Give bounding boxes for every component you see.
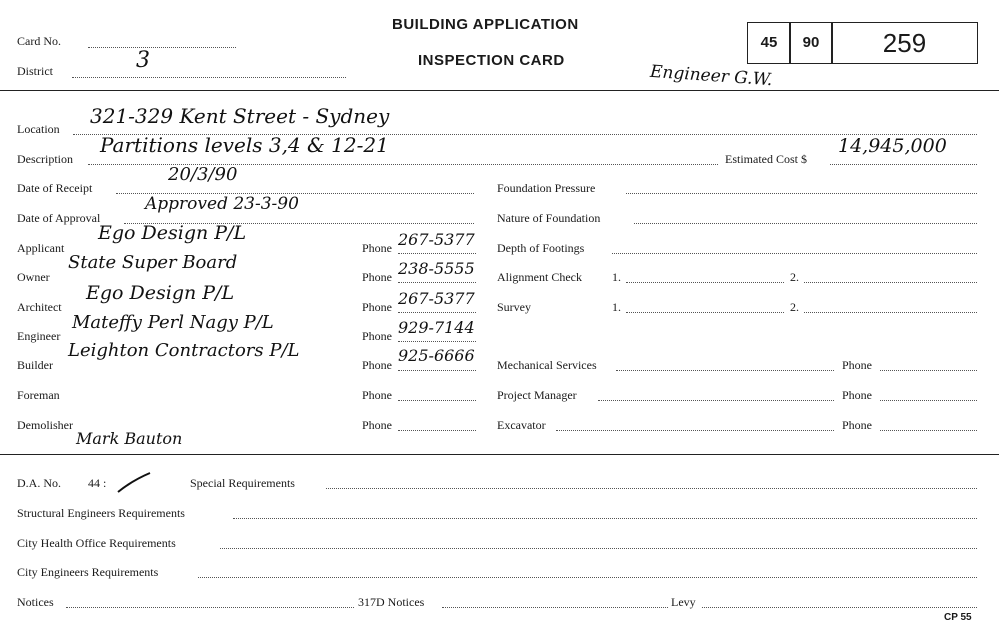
- owner-label: Owner: [17, 270, 50, 284]
- title-line2: INSPECTION CARD: [418, 52, 565, 69]
- notices-317d-label: 317D Notices: [358, 595, 425, 609]
- alignment-1-line: [626, 282, 784, 283]
- demolisher-phone-label: Phone: [362, 418, 392, 432]
- engineer-value: Mateffy Perl Nagy P/L: [72, 312, 274, 333]
- card-no-line: [88, 47, 236, 48]
- foreman-phone-label: Phone: [362, 388, 392, 402]
- demolisher-phone-line: [398, 430, 476, 431]
- district-label: District: [17, 64, 53, 78]
- survey-2-line: [804, 312, 977, 313]
- card-box-2: [789, 22, 833, 64]
- project-manager-line: [598, 400, 834, 401]
- card-box-3-text: 259: [882, 28, 927, 58]
- applicant-phone-line: [398, 253, 476, 254]
- applicant-value: Ego Design P/L: [98, 222, 247, 244]
- foreman-label: Foreman: [17, 388, 60, 402]
- applicant-phone-label: Phone: [362, 241, 392, 255]
- foundation-pressure-label: Foundation Pressure: [497, 181, 596, 195]
- structural-req-line: [233, 518, 977, 519]
- mechanical-phone-line: [880, 370, 977, 371]
- depth-footings-label: Depth of Footings: [497, 241, 585, 255]
- district-value: 3: [136, 48, 150, 73]
- engineer-phone-label: Phone: [362, 329, 392, 343]
- architect-phone-label: Phone: [362, 300, 392, 314]
- owner-phone-value: 238-5555: [398, 259, 475, 278]
- city-eng-req-line: [198, 577, 977, 578]
- da-slash-mark: [114, 470, 154, 496]
- builder-value: Leighton Contractors P/L: [68, 340, 300, 361]
- city-eng-req-label: City Engineers Requirements: [17, 565, 159, 579]
- nature-foundation-line: [634, 223, 977, 224]
- architect-phone-value: 267-5377: [398, 289, 475, 308]
- description-label: Description: [17, 152, 73, 166]
- mid-divider: [0, 454, 999, 455]
- depth-footings-line: [612, 253, 977, 254]
- health-req-label: City Health Office Requirements: [17, 536, 176, 550]
- excavator-phone-label: Phone: [842, 418, 872, 432]
- structural-req-label: Structural Engineers Requirements: [17, 506, 185, 520]
- special-req-label: Special Requirements: [190, 476, 295, 490]
- survey-1-line: [626, 312, 784, 313]
- owner-phone-line: [398, 282, 476, 283]
- applicant-label: Applicant: [17, 241, 65, 255]
- demolisher-value: Mark Bauton: [76, 429, 183, 448]
- survey-2-label: 2.: [790, 300, 799, 314]
- engineer-label: Engineer: [17, 329, 61, 343]
- builder-phone-label: Phone: [362, 358, 392, 372]
- alignment-2-line: [804, 282, 977, 283]
- notices-317d-line: [442, 607, 668, 608]
- project-manager-label: Project Manager: [497, 388, 577, 402]
- survey-label: Survey: [497, 300, 531, 314]
- nature-foundation-label: Nature of Foundation: [497, 211, 601, 225]
- foundation-pressure-line: [626, 193, 977, 194]
- excavator-line: [556, 430, 834, 431]
- health-req-line: [220, 548, 977, 549]
- engineer-phone-value: 929-7144: [398, 318, 475, 337]
- architect-value: Ego Design P/L: [86, 282, 235, 304]
- mechanical-services-line: [616, 370, 834, 371]
- card-box-1-text: 45: [760, 34, 778, 51]
- applicant-phone-value: 267-5377: [398, 230, 475, 249]
- owner-value: State Super Board: [68, 252, 238, 273]
- card-box-3: [831, 22, 978, 64]
- date-approval-value: Approved 23-3-90: [145, 194, 299, 214]
- architect-label: Architect: [17, 300, 62, 314]
- header-divider: [0, 90, 999, 91]
- alignment-2-label: 2.: [790, 270, 799, 284]
- foreman-phone-line: [398, 400, 476, 401]
- notices-line: [66, 607, 354, 608]
- description-value: Partitions levels 3,4 & 12-21: [100, 133, 389, 157]
- levy-label: Levy: [671, 595, 696, 609]
- notices-label: Notices: [17, 595, 54, 609]
- estimated-cost-value: 14,945,000: [838, 135, 947, 157]
- engineer-phone-line: [398, 341, 476, 342]
- survey-1-label: 1.: [612, 300, 621, 314]
- owner-phone-label: Phone: [362, 270, 392, 284]
- excavator-phone-line: [880, 430, 977, 431]
- title-line1: BUILDING APPLICATION: [392, 16, 579, 33]
- levy-line: [702, 607, 977, 608]
- da-no-value: 44 :: [88, 476, 107, 490]
- engineer-note: Engineer G.W.: [649, 61, 774, 91]
- form-code: CP 55: [944, 612, 972, 623]
- builder-label: Builder: [17, 358, 53, 372]
- builder-phone-line: [398, 370, 476, 371]
- da-no-label: D.A. No.: [17, 476, 61, 490]
- estimated-cost-label: Estimated Cost $: [725, 152, 807, 166]
- location-label: Location: [17, 122, 60, 136]
- project-manager-phone-label: Phone: [842, 388, 872, 402]
- location-value: 321-329 Kent Street - Sydney: [90, 104, 390, 128]
- date-approval-label: Date of Approval: [17, 211, 101, 225]
- date-receipt-label: Date of Receipt: [17, 181, 93, 195]
- district-line: [72, 77, 346, 78]
- card-box-2-text: 90: [802, 34, 820, 51]
- demolisher-label: Demolisher: [17, 418, 73, 432]
- card-no-label: Card No.: [17, 34, 61, 48]
- mechanical-phone-label: Phone: [842, 358, 872, 372]
- date-receipt-value: 20/3/90: [168, 164, 238, 185]
- estimated-cost-line: [830, 164, 977, 165]
- special-req-line: [326, 488, 977, 489]
- mechanical-services-label: Mechanical Services: [497, 358, 597, 372]
- builder-phone-value: 925-6666: [398, 346, 475, 365]
- architect-phone-line: [398, 312, 476, 313]
- alignment-check-label: Alignment Check: [497, 270, 582, 284]
- alignment-1-label: 1.: [612, 270, 621, 284]
- project-manager-phone-line: [880, 400, 977, 401]
- excavator-label: Excavator: [497, 418, 546, 432]
- card-box-1: [747, 22, 791, 64]
